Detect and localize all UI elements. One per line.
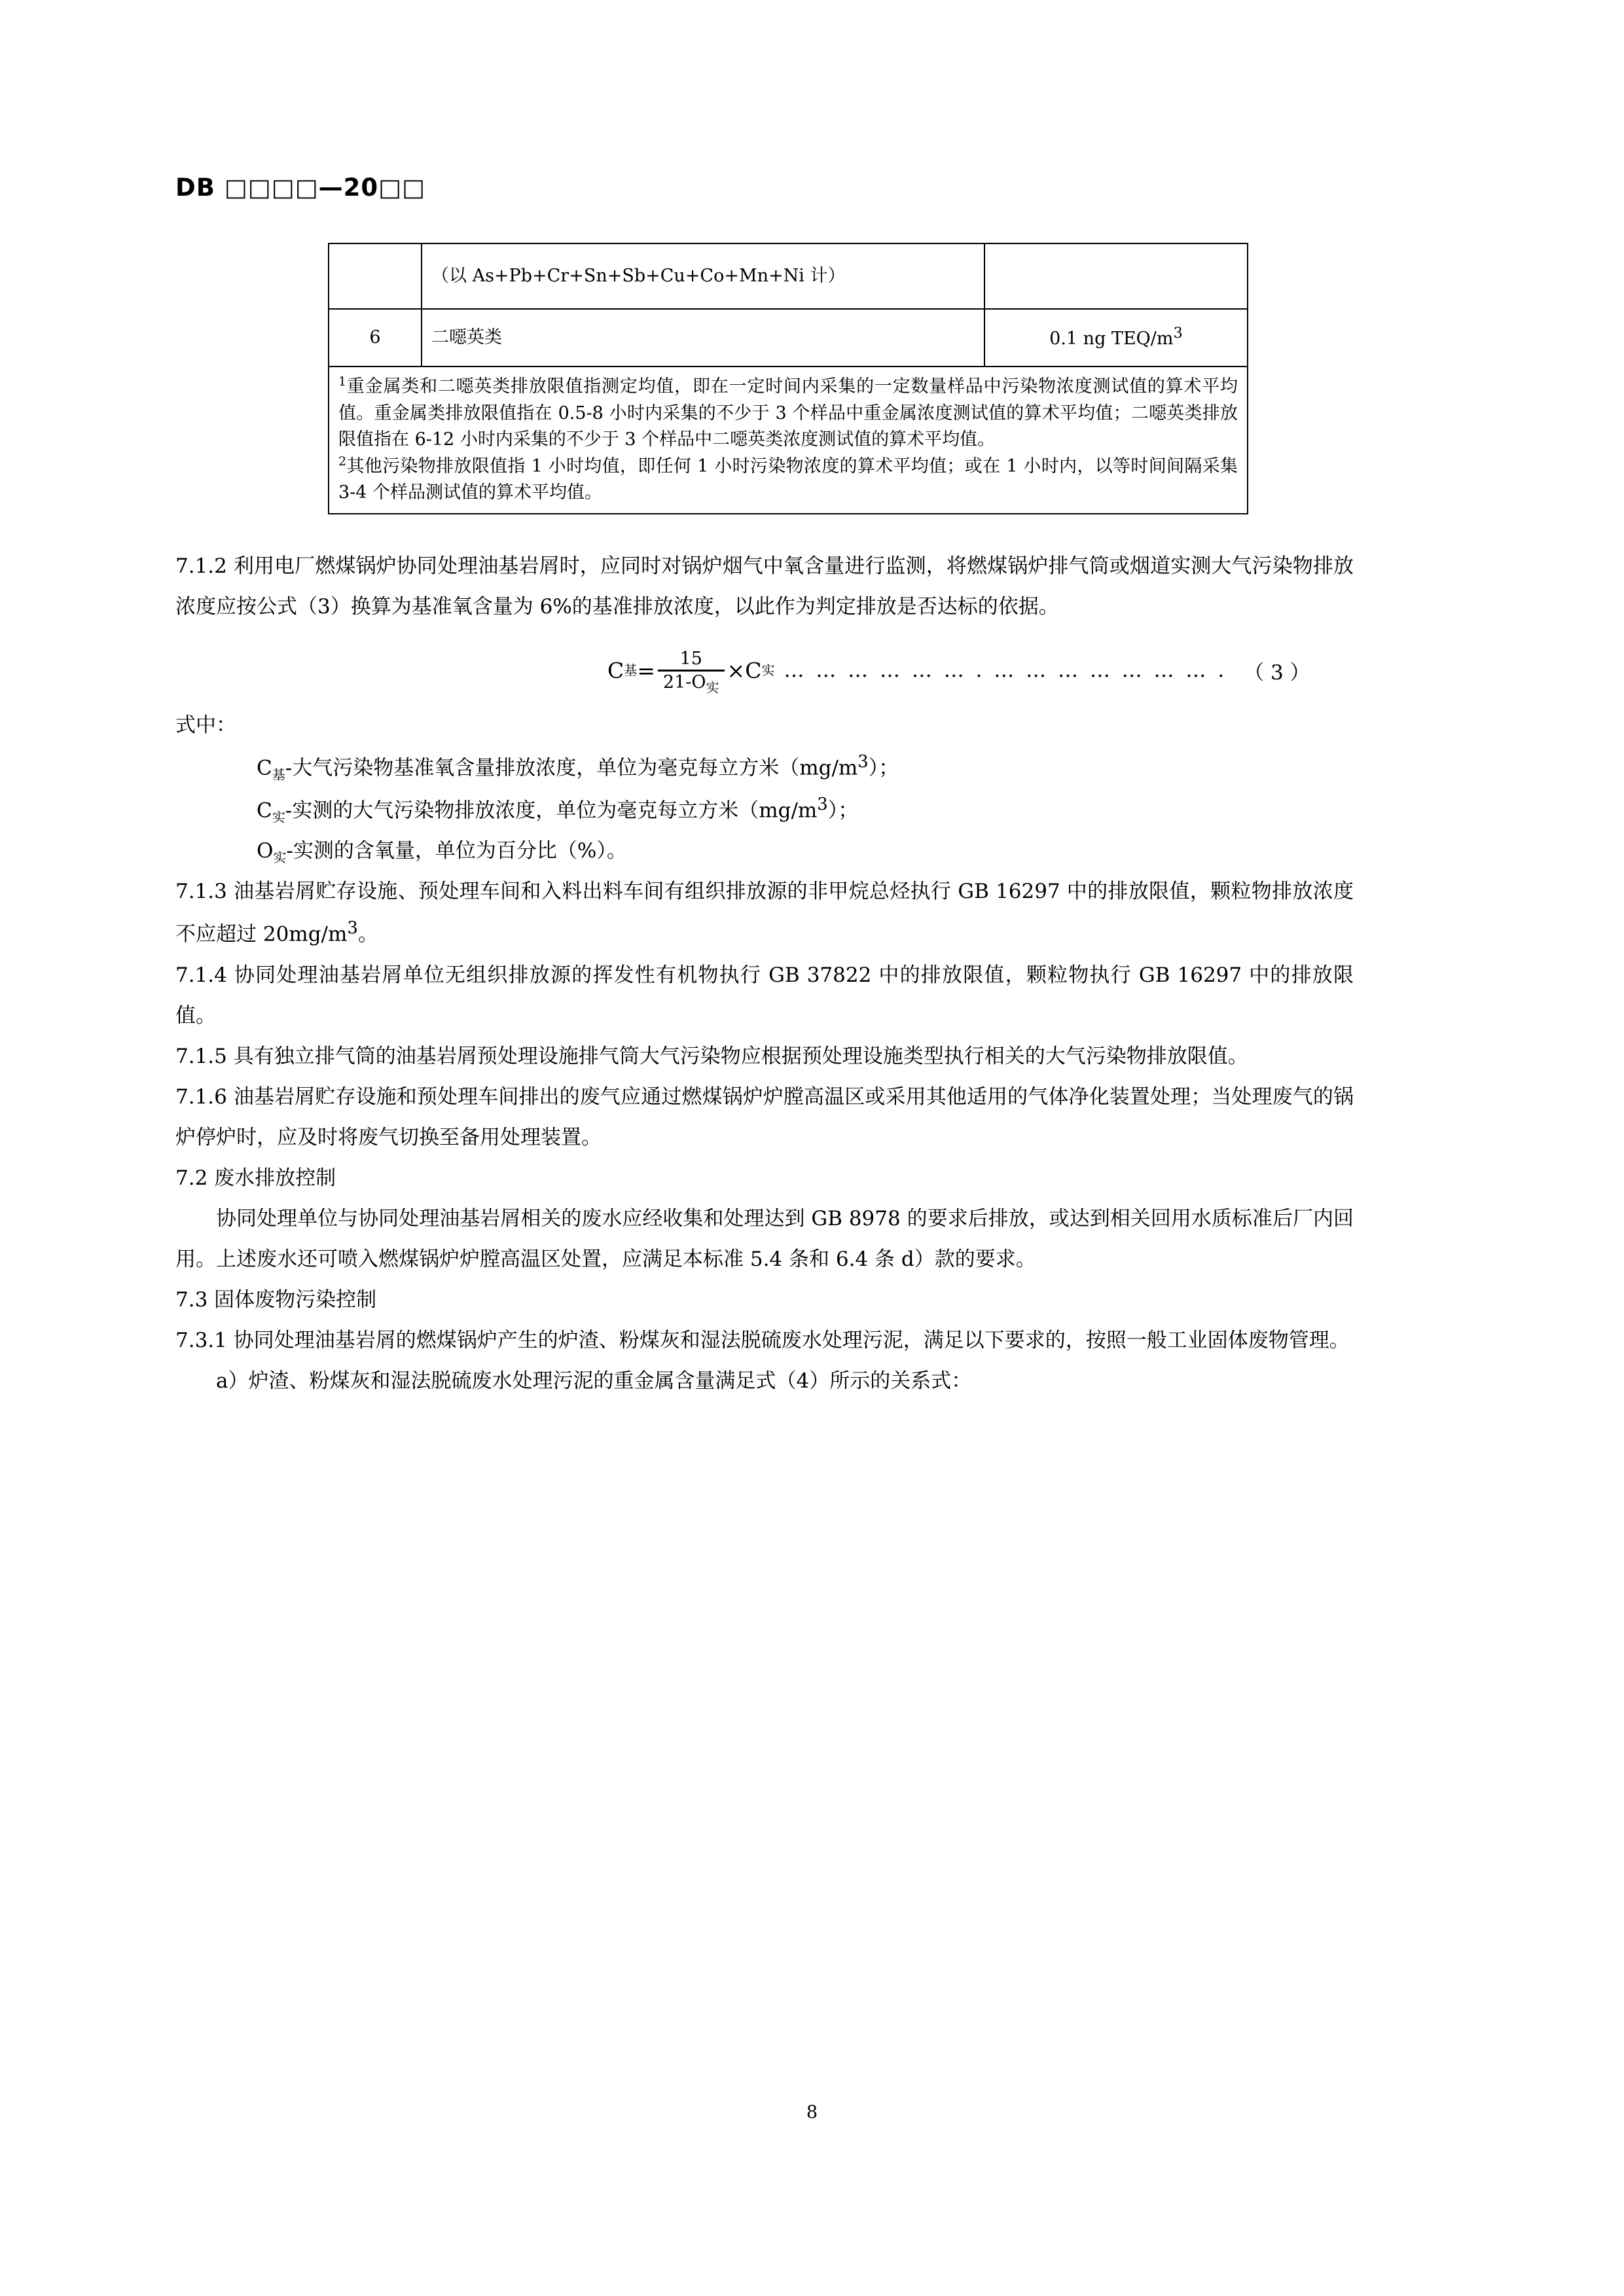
table-row [329, 309, 1248, 367]
paragraph-7-1-3-text: 7.1.3 油基岩屑贮存设施、预处理车间和入料出料车间有组织排放源的非甲烷总烃执行 GB 16297 中的排放限值，颗粒物排放浓度不应超过 20mg/m [175, 880, 1354, 946]
page-content [175, 0, 1354, 1401]
paragraph-7-2: 协同处理单位与协同处理油基岩屑相关的废水应经收集和处理达到 GB 8978 的要求后排放，或达到相关回用水质标准后厂内回用。上述废水还可喷入燃煤锅炉炉膛高温区处置，应满足本标准 5.4 条和 6.4 条 d）款的要求。 [175, 1206, 1354, 1271]
table-footnote-1 [338, 374, 1238, 454]
footnote-marker: 1 [338, 374, 347, 389]
standard-prefix: DB [175, 173, 215, 202]
formula-numerator: 15 [679, 648, 702, 669]
definition-subscript: 实 [273, 850, 287, 866]
paragraph-7-1-4: 7.1.4 协同处理油基岩屑单位无组织排放源的挥发性有机物执行 GB 37822 中的排放限值，颗粒物执行 GB 16297 中的排放限值。 [175, 963, 1354, 1028]
paragraph-7-1-5: 7.1.5 具有独立排气筒的油基岩屑预处理设施排气筒大气污染物应根据预处理设施类型执行相关的大气污染物排放限值。 [175, 1044, 1248, 1068]
paragraph-7-1-3-exponent: 3 [347, 918, 358, 939]
formula-3-row [175, 648, 1354, 696]
paragraph-7-1-3-tail: 。 [357, 922, 378, 946]
list-item-a: a）炉渣、粉煤灰和湿法脱硫废水处理污泥的重金属含量满足式（4）所示的关系式： [216, 1369, 972, 1393]
formula-fraction [658, 648, 725, 696]
definition-symbol: C [257, 798, 272, 823]
formula-multiply: × [727, 657, 746, 683]
emission-limits-table-wrapper [328, 243, 1238, 514]
definition-text: -实测的大气污染物排放浓度，单位为毫克每立方米（mg/m [285, 798, 818, 823]
table-row [329, 243, 1248, 309]
footnote-marker: 2 [338, 454, 347, 469]
formula-lhs-symbol: C [607, 657, 624, 683]
definition-subscript: 基 [272, 766, 285, 783]
paragraph-7-1-6: 7.1.6 油基岩屑贮存设施和预处理车间排出的废气应通过燃煤锅炉炉膛高温区或采用其他适用的气体净化装置处理；当处理废气的锅炉停炉时，应及时将废气切换至备用处理装置。 [175, 1085, 1354, 1149]
definition-exponent: 3 [817, 795, 828, 815]
formula-denominator-subscript: 实 [706, 679, 719, 696]
formula-equals: = [637, 657, 655, 683]
standard-number-placeholder: □□□□—20□□ [224, 173, 426, 202]
definition-symbol: C [257, 756, 272, 780]
formula-3: C 基 = $\frac{15}{21-O_实}$ × C 实 [607, 648, 775, 696]
where-label: 式中： [175, 713, 236, 737]
paragraph-7-1-2: 7.1.2 利用电厂燃煤锅炉协同处理油基岩屑时，应同时对锅炉烟气中氧含量进行监测，将燃煤锅炉排气筒或烟道实测大气污染物排放浓度应按公式（3）换算为基准氧含量为 6%的基准排放浓度，以此作为判定排放是否达标的依据。 [175, 554, 1354, 619]
table-footnote-2 [338, 454, 1238, 507]
definition-o-measured [175, 831, 1354, 871]
definition-exponent: 3 [857, 751, 869, 772]
table-cell-number [329, 243, 422, 309]
table-cell-limit [984, 243, 1248, 309]
footnote-text: 其他污染物排放限值指 1 小时均值，即任何 1 小时污染物浓度的算术平均值；或在 1 小时内，以等时间间隔采集 3-4 个样品测试值的算术平均值。 [338, 456, 1238, 503]
definition-subscript: 实 [272, 809, 285, 825]
table-footnote-row [329, 367, 1248, 514]
formula-denominator [658, 670, 725, 696]
heading-7-2: 7.2 废水排放控制 [175, 1166, 336, 1190]
definition-tail: ）； [827, 798, 859, 823]
page-number: 8 [806, 2102, 818, 2123]
formula-leader-dots: … … … … … … . … … … … … … … . [784, 658, 1227, 683]
formula-denominator-text: 21-O [662, 672, 706, 692]
emission-limits-table [328, 243, 1248, 514]
definition-tail: ）； [868, 756, 899, 780]
definition-text: -实测的含氧量，单位为百分比（%）。 [286, 839, 627, 863]
paragraph-7-1-3 [175, 871, 1354, 954]
definition-c-measured [175, 788, 1354, 831]
limit-value-exponent: 3 [1173, 325, 1183, 342]
formula-rhs-symbol: C [745, 657, 762, 683]
table-cell-limit [984, 309, 1248, 367]
formula-number: （ 3 ） [1244, 660, 1310, 685]
paragraph-7-3-1: 7.3.1 协同处理油基岩屑的燃煤锅炉产生的炉渣、粉煤灰和湿法脱硫废水处理污泥，满足以下要求的，按照一般工业固体废物管理。 [175, 1328, 1350, 1352]
definition-symbol: O [257, 839, 274, 863]
table-cell-pollutant: （以 As+Pb+Cr+Sn+Sb+Cu+Co+Mn+Ni 计） [422, 243, 984, 309]
table-cell-number: 6 [329, 309, 422, 367]
limit-value-text: 0.1 ng TEQ/m [1049, 329, 1174, 350]
table-footnotes [329, 367, 1248, 514]
table-cell-pollutant: 二噁英类 [422, 309, 984, 367]
definition-c-base [175, 745, 1354, 788]
document-running-header [175, 175, 1354, 200]
footnote-text: 重金属类和二噁英类排放限值指测定均值，即在一定时间内采集的一定数量样品中污染物浓度测试值的算术平均值。重金属类排放限值指在 0.5-8 小时内采集的不少于 3 个样品中重金属浓度测试值的算术平均值；二噁英类排放限值指在 6-12 小时内采集的不少于 3 个样品中二噁英类浓度测试值的算术平均值。 [338, 376, 1238, 450]
heading-7-3: 7.3 固体废物污染控制 [175, 1287, 377, 1312]
definition-text: -大气污染物基准氧含量排放浓度，单位为毫克每立方米（mg/m [285, 756, 858, 780]
